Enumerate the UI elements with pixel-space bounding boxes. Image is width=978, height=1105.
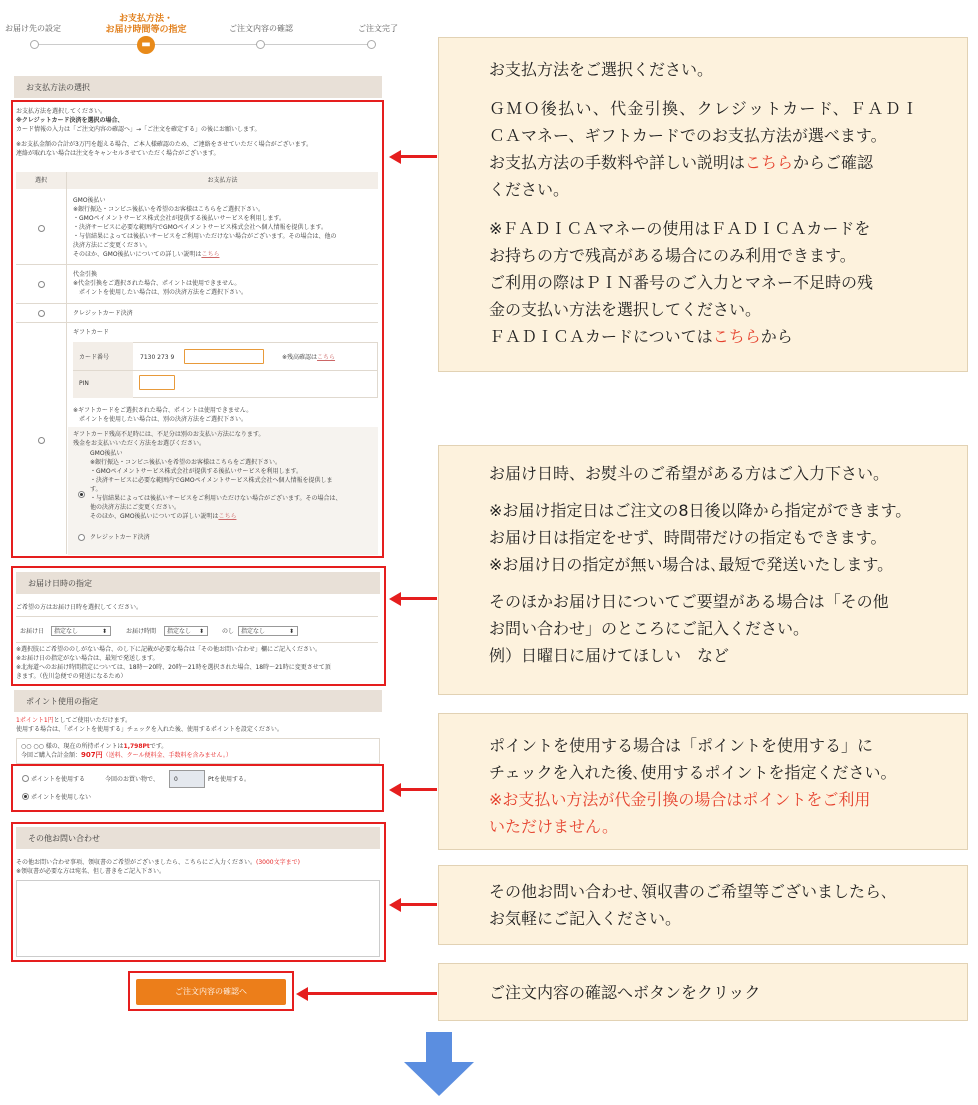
points-rate-text: としてご使用いただけます。 bbox=[53, 717, 132, 724]
gmo-link[interactable]: こちら bbox=[201, 251, 220, 258]
delivery-note bbox=[438, 445, 968, 695]
note-line: お支払方法をご選択ください。 bbox=[489, 60, 714, 79]
use-points-suffix: Ptを使用する。 bbox=[208, 776, 250, 783]
use-points-label: ポイントを使用する bbox=[31, 776, 86, 783]
table-divider bbox=[66, 172, 67, 554]
step-confirm-label: ご注文内容の確認 bbox=[229, 24, 293, 33]
inquiry-textarea[interactable] bbox=[16, 880, 380, 957]
note-line: ＧＭＯ後払い、代金引換、クレジットカード、ＦＡＤＩ bbox=[489, 99, 920, 118]
this-purchase-label: 今回のお買い物で、 bbox=[105, 776, 159, 783]
gmo2-line: ・GMOペイメントサービス株式会社が提供する後払いサービスを利用します。 bbox=[90, 468, 303, 475]
note-line: ※ＦＡＤＩＣＡマネーの使用はＦＡＤＩＣＡカードを bbox=[489, 219, 871, 238]
arrow-left-icon bbox=[389, 150, 401, 164]
delivery-time-select[interactable] bbox=[164, 626, 208, 636]
note-line: お支払方法の手数料や詳しい説明は bbox=[489, 153, 746, 172]
payment-radio-credit[interactable] bbox=[38, 310, 45, 317]
note-line: その他お問い合わせ､領収書のご希望等ございましたら､ bbox=[489, 882, 890, 901]
note-warning: いただけません。 bbox=[489, 817, 618, 836]
gift-note: ポイントを使用したい場合は、別の決済方法をご選択下さい。 bbox=[79, 416, 248, 423]
gmo2-more: そのほか、GMO後払いについての詳しい説明は bbox=[90, 513, 219, 520]
delivery-note: ※お届け日の指定がない場合は、最短で発送します。 bbox=[16, 655, 159, 662]
payment-intro bbox=[16, 107, 376, 158]
note-line: チェックを入れた後､使用するポイントを指定ください。 bbox=[489, 763, 897, 782]
table-divider bbox=[16, 322, 378, 323]
balance-note: ※残高確認は bbox=[282, 354, 318, 361]
gmo-more: そのほか、GMO後払いについての詳しい説明は bbox=[73, 251, 202, 258]
payment-note bbox=[438, 37, 968, 372]
payment-intro-line: ※クレジットカード決済を選択の場合、 bbox=[16, 117, 124, 124]
inquiry-char-limit: (3000文字まで) bbox=[256, 859, 300, 866]
note-line: ポイントを使用する場合は「ポイントを使用する」に bbox=[489, 736, 874, 755]
total-note: （送料、クール便料金、手数料を含みません。） bbox=[102, 752, 232, 759]
gmo2-line: ※銀行振込・コンビニ後払いを希望のお客様はこちらをご選択下さい。 bbox=[90, 459, 282, 466]
delivery-date-label: お届け日 bbox=[20, 628, 45, 635]
table-divider bbox=[16, 303, 378, 304]
payment-intro-line: お支払方法を選択してください。 bbox=[16, 108, 107, 115]
noshi-value: 指定なし bbox=[241, 628, 266, 635]
table-divider bbox=[16, 642, 378, 643]
gift-title: ギフトカード bbox=[73, 329, 109, 336]
arrow-left-icon bbox=[389, 592, 401, 606]
note-line: 例）日曜日に届けてほしい など bbox=[489, 646, 730, 665]
gmo-line: ・決済サービスに必要な範囲内でGMOペイメントサービス株式会社へ個人情報を提供します。 bbox=[73, 224, 328, 231]
note-line: から bbox=[760, 327, 793, 346]
points-balance: 1,798Pt bbox=[123, 743, 150, 750]
chevron-down-icon: ⬍ bbox=[198, 628, 204, 635]
inquiry-note bbox=[438, 865, 968, 945]
note-line: ください。 bbox=[489, 180, 570, 199]
pin-input[interactable] bbox=[139, 375, 175, 390]
points-summary bbox=[21, 742, 377, 760]
delivery-note: ※選択肢にご希望ののしがない場合、のし下に記載が必要な場合は「その他お問い合わせ」欄にご記入ください。 bbox=[16, 646, 322, 653]
gmo2-title: GMO後払い bbox=[90, 450, 123, 457]
table-divider bbox=[16, 264, 378, 265]
points-intro bbox=[16, 716, 382, 734]
payment-radio-gift[interactable] bbox=[38, 437, 45, 444]
cod-line: ポイントを使用したい場合は、別の決済方法をご選択下さい。 bbox=[79, 289, 248, 296]
total-label: 今回ご購入合計金額： bbox=[21, 752, 82, 759]
arrow-left-icon bbox=[389, 783, 401, 797]
card-number-prefix: 7130 273 9 bbox=[140, 354, 175, 361]
chevron-down-icon: ⬍ bbox=[101, 628, 107, 635]
note-line: ※お届け指定日はご注文の8日後以降から指定ができます。 bbox=[489, 501, 912, 520]
gmo2-line: ・決済サービスに必要な範囲内でGMOペイメントサービス株式会社へ個人情報を提供しま bbox=[90, 477, 333, 484]
arrow-line bbox=[400, 155, 437, 158]
payment-section-title: お支払方法の選択 bbox=[14, 76, 382, 98]
gift-note: ※ギフトカードをご選択された場合、ポイントは使用できません。 bbox=[73, 407, 253, 414]
balance-link[interactable]: こちら bbox=[317, 354, 336, 361]
confirm-order-button[interactable]: ご注文内容の確認へ bbox=[136, 979, 286, 1005]
no-points-label: ポイントを使用しない bbox=[31, 794, 92, 801]
gmo-title: GMO後払い bbox=[73, 197, 106, 204]
note-line: ご注文内容の確認へボタンをクリック bbox=[489, 983, 761, 1002]
pin-label: PIN bbox=[79, 380, 89, 387]
delivery-time-label: お届け時間 bbox=[126, 628, 157, 635]
delivery-date-value: 指定なし bbox=[54, 628, 79, 635]
step-dot bbox=[256, 40, 265, 49]
balance-check bbox=[282, 353, 335, 362]
step-dot bbox=[367, 40, 376, 49]
step-active-icon: ▬ bbox=[137, 36, 155, 54]
note-line: お気軽にご記入ください。 bbox=[489, 909, 682, 928]
arrow-line bbox=[400, 788, 437, 791]
gmo-line: 決済方法にご変更ください。 bbox=[73, 242, 152, 249]
card-number-input[interactable] bbox=[184, 349, 264, 364]
gmo-line: ・GMOペイメントサービス株式会社が提供する後払いサービスを利用します。 bbox=[73, 215, 286, 222]
table-divider bbox=[16, 616, 378, 617]
gmo-description bbox=[73, 196, 378, 259]
fees-link[interactable]: こちら bbox=[745, 153, 794, 172]
step-dot bbox=[30, 40, 39, 49]
gmo-line: ※銀行振込・コンビニ後払いを希望のお客様はこちらをご選択下さい。 bbox=[73, 206, 265, 213]
points-section-title: ポイント使用の指定 bbox=[14, 690, 382, 712]
arrow-down-icon bbox=[404, 1032, 474, 1096]
gmo2-line: す。 bbox=[90, 486, 102, 493]
arrow-left-icon bbox=[296, 987, 308, 1001]
delivery-intro: ご希望の方はお届け日時を選択してください。 bbox=[16, 604, 143, 611]
col-method-header: お支払方法 bbox=[67, 172, 378, 189]
points-amount-input[interactable]: 0 bbox=[169, 770, 205, 788]
note-line: お届け日は指定をせず、時間帯だけの指定もできます。 bbox=[489, 528, 887, 547]
note-line: ご利用の際はＰＩＮ番号のご入力とマネー不足時の残 bbox=[489, 273, 874, 292]
note-line: お持ちの方で残高がある場合にのみ利用できます。 bbox=[489, 246, 856, 265]
inquiry-intro bbox=[16, 858, 382, 876]
gmo2-line: ・与信結果によっては後払いサービスをご利用いただけない場合がございます。その場合は、 bbox=[90, 495, 342, 502]
delivery-time-value: 指定なし bbox=[167, 628, 192, 635]
arrow-line bbox=[307, 992, 437, 995]
shortfall-radio-credit[interactable] bbox=[78, 534, 85, 541]
chevron-down-icon: ⬍ bbox=[288, 628, 294, 635]
gift-shortfall-text bbox=[73, 430, 378, 448]
points-rate: 1ポイント1円 bbox=[16, 717, 54, 724]
col-select-header: 選択 bbox=[16, 172, 66, 189]
gmo2-description bbox=[90, 449, 376, 521]
delivery-note: きます。（佐川急便での発送になるため） bbox=[16, 673, 127, 680]
note-warning: ※お支払い方法が代金引換の場合はポイントをご利用 bbox=[489, 790, 871, 809]
delivery-notes bbox=[16, 645, 382, 681]
note-line: お届け日時、お熨斗のご希望がある方はご入力下さい。 bbox=[489, 464, 890, 483]
note-line: ＦＡＤＩＣＡカードについては bbox=[489, 327, 713, 346]
note-line: ※お届け日の指定が無い場合は､最短で発送いたします。 bbox=[489, 555, 894, 574]
payment-intro-line: 連絡が取れない場合は注文をキャンセルさせていただく場合がございます。 bbox=[16, 150, 220, 157]
note-line: お問い合わせ」のところにご記入ください。 bbox=[489, 619, 810, 638]
payment-radio-gmo[interactable] bbox=[38, 225, 45, 232]
points-balance-suffix: です。 bbox=[149, 743, 168, 750]
delivery-date-select[interactable] bbox=[51, 626, 111, 636]
note-line: そのほかお届け日についてご要望がある場合は「その他 bbox=[489, 592, 889, 611]
delivery-note: ※北海道へのお届け時間指定については、18時～20時、20時～21時を選択された場合、18時～21時に変更させて頂 bbox=[16, 664, 331, 671]
gift-notes bbox=[73, 406, 378, 424]
payment-intro-line: ※お支払金額の合計が3万円を超える場合、ご本人様確認のため、ご連絡をさせていただく場合がございます。 bbox=[16, 141, 313, 148]
arrow-left-icon bbox=[389, 898, 401, 912]
gift-short-line: ギフトカード残高不足時には、不足分は別のお支払い方法になります。 bbox=[73, 431, 265, 438]
shortfall-credit-label: クレジットカード決済 bbox=[90, 534, 150, 541]
payment-radio-cod[interactable] bbox=[38, 281, 45, 288]
total-amount: 907円 bbox=[81, 751, 103, 759]
noshi-label: のし bbox=[222, 628, 235, 635]
gmo-line: ・与信結果によっては後払いサービスをご利用いただけない場合がございます。その場合は、他の bbox=[73, 233, 337, 240]
points-note bbox=[438, 713, 968, 850]
cod-title: 代金引換 bbox=[73, 271, 98, 278]
no-points-radio[interactable] bbox=[22, 793, 29, 800]
table-divider bbox=[73, 370, 378, 371]
step-complete-label: ご注文完了 bbox=[358, 24, 398, 33]
step-payment-label: お支払方法・ お届け時間等の指定 bbox=[105, 14, 187, 35]
card-number-label: カード番号 bbox=[79, 354, 110, 361]
credit-label: クレジットカード決済 bbox=[73, 310, 133, 317]
arrow-line bbox=[400, 903, 437, 906]
payment-intro-line: カード情報の入力は「ご注文内容の確認へ」→「ご注文を確定する」の後にお願いします。 bbox=[16, 126, 261, 133]
step-shipping-label: お届け先の設定 bbox=[5, 24, 61, 33]
inquiry-line: ※領収書が必要な方は宛名、但し書きをご記入下さい。 bbox=[16, 868, 166, 875]
stepper-line bbox=[36, 44, 370, 45]
arrow-line bbox=[400, 597, 437, 600]
use-points-radio[interactable] bbox=[22, 775, 29, 782]
gmo2-link[interactable]: こちら bbox=[218, 513, 237, 520]
points-balance-text: ○○ ○○ 様の、現在の所持ポイントは bbox=[21, 743, 124, 750]
gift-short-line: 残金をお支払いいただく方法をお選びください。 bbox=[73, 440, 206, 447]
delivery-section-title: お届け日時の指定 bbox=[16, 572, 380, 594]
points-instructions: 使用する場合は、「ポイントを使用する」チェックを入れた後、使用するポイントを設定ください。 bbox=[16, 726, 283, 733]
gmo2-line: 他の決済方法にご変更ください。 bbox=[90, 504, 181, 511]
noshi-select[interactable] bbox=[238, 626, 298, 636]
fadica-link[interactable]: こちら bbox=[712, 327, 761, 346]
note-line: 金の支払い方法を選択してください。 bbox=[489, 300, 762, 319]
confirm-note bbox=[438, 963, 968, 1021]
cod-description bbox=[73, 270, 378, 297]
cod-line: ※代金引換をご選択された場合、ポイントは使用できません。 bbox=[73, 280, 241, 287]
inquiry-line: その他お問い合わせ事項、領収書のご希望がございましたら、こちらにご入力ください。 bbox=[16, 859, 257, 866]
note-line: ＣＡマネー、ギフトカードでのお支払方法が選べます。 bbox=[489, 126, 887, 145]
note-line: からご確認 bbox=[793, 153, 874, 172]
inquiry-section-title: その他お問い合わせ bbox=[16, 827, 380, 849]
shortfall-radio-gmo[interactable] bbox=[78, 491, 85, 498]
